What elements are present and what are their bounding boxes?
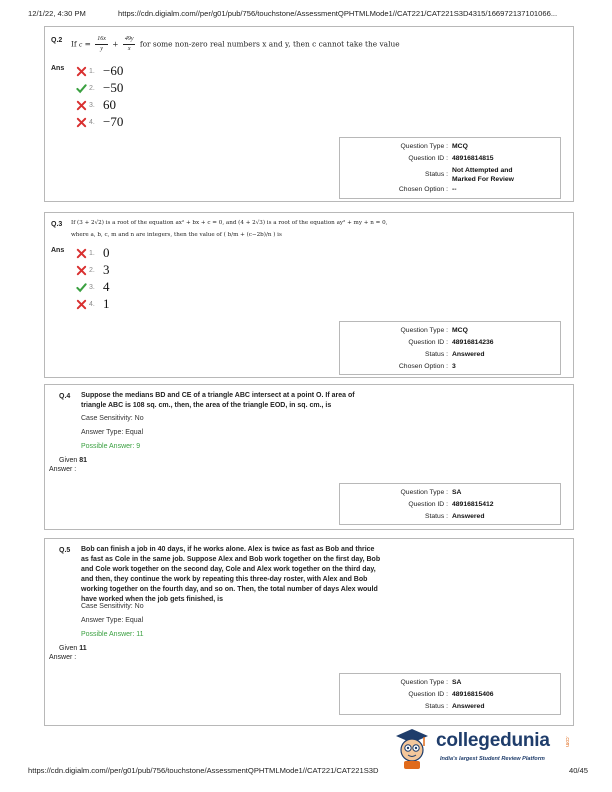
option-value: 0 bbox=[103, 245, 110, 260]
mascot-icon bbox=[390, 726, 434, 770]
option-value: −70 bbox=[103, 114, 124, 129]
option-2 bbox=[75, 80, 123, 96]
option-number: 1. bbox=[89, 67, 95, 75]
answer-type: Answer Type: Equal bbox=[81, 429, 144, 436]
fraction: $\frac{49y}{x}$ bbox=[124, 36, 134, 52]
given-answer: Given 11 bbox=[59, 645, 87, 652]
check-icon bbox=[75, 82, 87, 94]
answer-label: Ans bbox=[51, 65, 65, 72]
option-3 bbox=[75, 279, 110, 295]
question-number: Q.3 bbox=[51, 221, 63, 228]
print-date: 12/1/22, 4:30 PM bbox=[28, 9, 86, 18]
print-header bbox=[28, 9, 588, 21]
option-number: 4. bbox=[89, 118, 95, 126]
option-value: 3 bbox=[103, 262, 110, 277]
cross-icon bbox=[75, 65, 87, 77]
question-text-line1: If (3 + 2√2) is a root of the equation ax² + bx + c = 0, and (4 + 2√3) is a root of the equation ay² + my + n = 0, bbox=[71, 220, 388, 226]
option-2 bbox=[75, 262, 110, 278]
option-number: 2. bbox=[89, 266, 95, 274]
question-info-box: Question Type : MCQ Question ID : 48916814815 Status : Not Attempted and Marked For Review Chosen Option : -- bbox=[339, 137, 561, 199]
case-sensitivity: Case Sensitivity: No bbox=[81, 603, 144, 610]
option-value: 1 bbox=[103, 296, 110, 311]
question-info-box: Question Type : MCQ Question ID : 48916814236 Status : Answered Chosen Option : 3 bbox=[339, 321, 561, 375]
logo-brand: collegedunia bbox=[436, 730, 550, 751]
question-info-box: Question Type : SA Question ID : 48916815406 Status : Answered bbox=[339, 673, 561, 715]
option-value: 60 bbox=[103, 97, 116, 112]
check-icon bbox=[75, 281, 87, 293]
cross-icon bbox=[75, 247, 87, 259]
question-block-q4 bbox=[44, 384, 574, 530]
option-number: 3. bbox=[89, 101, 95, 109]
option-1 bbox=[75, 245, 110, 261]
answer-label: Ans bbox=[51, 247, 65, 254]
collegedunia-logo[interactable] bbox=[388, 726, 580, 772]
option-value: −60 bbox=[103, 63, 124, 78]
cross-icon bbox=[75, 99, 87, 111]
question-block-q2 bbox=[44, 26, 574, 202]
question-block-q5 bbox=[44, 538, 574, 726]
cross-icon bbox=[75, 298, 87, 310]
option-number: 4. bbox=[89, 300, 95, 308]
question-number: Q.4 bbox=[59, 393, 71, 400]
footer-url: https://cdn.digialm.com//per/g01/pub/756/touchstone/AssessmentQPHTMLMode1//CAT221/CAT221S3D bbox=[28, 766, 379, 775]
question-text: Bob can finish a job in 40 days, if he works alone. Alex is twice as fast as Bob and thrice as fast as Cole in the same job. Suppose Alex and Bob work together on the first day, Bob and Cole work together on the second day, Cole and Alex work together on the third day, and then, they continue the work by repeating this three-day roster, with Alex and Bob working together on the fourth day, and so on. Then, the total number of days Alex would have worked when the job gets finished, is bbox=[81, 546, 381, 603]
answer-type: Answer Type: Equal bbox=[81, 617, 144, 624]
option-4 bbox=[75, 296, 110, 312]
logo-dotcom: .com bbox=[564, 736, 570, 747]
question-info-box: Question Type : SA Question ID : 48916815412 Status : Answered bbox=[339, 483, 561, 525]
question-text: If c = $\frac{16x}{y}$ + $\frac{49y}{x}$ for some non-zero real numbers x and y, then c cannot take the value bbox=[71, 36, 400, 52]
option-1 bbox=[75, 63, 123, 79]
status-value: Not Attempted and Marked For Review bbox=[452, 167, 514, 183]
option-4 bbox=[75, 114, 123, 130]
question-text: Suppose the medians BD and CE of a triangle ABC intersect at a point O. If area of triangle ABC is 108 sq. cm., then, the area of the triangle EOD, in sq. cm., is bbox=[81, 392, 355, 409]
possible-answer: Possible Answer: 9 bbox=[81, 443, 141, 450]
cross-icon bbox=[75, 116, 87, 128]
option-3 bbox=[75, 97, 116, 113]
cross-icon bbox=[75, 264, 87, 276]
option-value: −50 bbox=[103, 80, 124, 95]
question-number: Q.5 bbox=[59, 547, 71, 554]
option-number: 2. bbox=[89, 84, 95, 92]
answer-label: Answer : bbox=[49, 654, 77, 661]
print-url: https://cdn.digialm.com//per/g01/pub/756/touchstone/AssessmentQPHTMLMode1//CAT221/CAT221S3D4315/166972137101066... bbox=[118, 9, 558, 18]
question-number: Q.2 bbox=[51, 37, 63, 44]
given-answer: Given 81 bbox=[59, 457, 88, 464]
option-number: 1. bbox=[89, 249, 95, 257]
fraction: $\frac{16x}{y}$ bbox=[97, 36, 106, 52]
answer-label: Answer : bbox=[49, 466, 77, 473]
logo-tagline: India's largest Student Review Platform bbox=[440, 756, 545, 762]
page-number: 40/45 bbox=[568, 766, 588, 775]
possible-answer: Possible Answer: 11 bbox=[81, 631, 144, 638]
option-value: 4 bbox=[103, 279, 110, 294]
question-block-q3 bbox=[44, 212, 574, 378]
case-sensitivity: Case Sensitivity: No bbox=[81, 415, 144, 422]
question-text-line2: where a, b, c, m and n are integers, then the value of ( b/m + (c−2b)/n ) is bbox=[71, 232, 282, 238]
option-number: 3. bbox=[89, 283, 95, 291]
